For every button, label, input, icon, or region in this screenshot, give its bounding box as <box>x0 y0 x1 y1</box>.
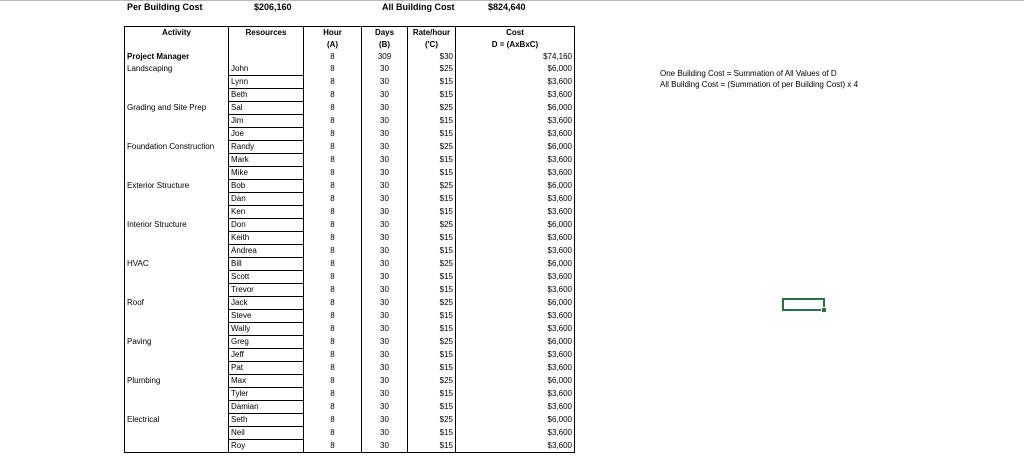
selected-cell[interactable] <box>782 298 825 311</box>
cell-hour[interactable]: 8 <box>304 297 362 310</box>
table-row <box>125 51 575 63</box>
table-row <box>125 128 575 141</box>
cell-hour[interactable]: 8 <box>304 206 362 219</box>
cell-hour[interactable]: 8 <box>304 154 362 167</box>
cell-rate[interactable]: $25 <box>408 141 456 154</box>
cell-activity[interactable] <box>125 76 229 89</box>
cell-cost[interactable]: $3,600 <box>456 388 575 401</box>
column-header-rate[interactable]: Rate/hour <box>408 27 456 40</box>
cell-days[interactable]: 30 <box>362 440 408 453</box>
cell-rate[interactable]: $15 <box>408 427 456 440</box>
cell-hour[interactable]: 8 <box>304 102 362 115</box>
cell-days[interactable]: 30 <box>362 323 408 336</box>
cell-resource[interactable]: Roy <box>229 440 304 453</box>
cell-hour[interactable]: 8 <box>304 375 362 388</box>
cell-rate[interactable]: $15 <box>408 271 456 284</box>
per-building-cost-value[interactable]: $206,160 <box>254 2 292 12</box>
cell-cost[interactable]: $3,600 <box>456 89 575 102</box>
cell-days[interactable]: 30 <box>362 414 408 427</box>
cell-hour[interactable]: 8 <box>304 362 362 375</box>
cell-resource[interactable]: Trevor <box>229 284 304 297</box>
cell-cost[interactable]: $6,000 <box>456 102 575 115</box>
table-row <box>125 141 575 154</box>
cell-cost[interactable]: $3,600 <box>456 76 575 89</box>
table-row <box>125 414 575 427</box>
cell-days[interactable]: 30 <box>362 284 408 297</box>
cell-days[interactable]: 30 <box>362 271 408 284</box>
cell-hour[interactable]: 8 <box>304 401 362 414</box>
cell-cost[interactable]: $3,600 <box>456 271 575 284</box>
cell-activity[interactable]: HVAC <box>125 258 229 271</box>
cell-hour[interactable]: 8 <box>304 349 362 362</box>
cell-resource[interactable]: Mark <box>229 154 304 167</box>
cell-rate[interactable]: $15 <box>408 128 456 141</box>
cell-activity[interactable]: Electrical <box>125 414 229 427</box>
cell-days[interactable]: 30 <box>362 362 408 375</box>
cell-rate[interactable]: $15 <box>408 115 456 128</box>
cell-cost[interactable]: $74,160 <box>456 51 575 63</box>
cell-resource[interactable]: Keith <box>229 232 304 245</box>
cell-days[interactable]: 30 <box>362 297 408 310</box>
cell-resource[interactable]: Bill <box>229 258 304 271</box>
cell-activity[interactable]: Grading and Site Prep <box>125 102 229 115</box>
table-row <box>125 63 575 76</box>
column-subheader-days[interactable]: (B) <box>362 39 408 51</box>
cell-cost[interactable]: $6,000 <box>456 375 575 388</box>
table-row <box>125 206 575 219</box>
cell-resource[interactable]: Wally <box>229 323 304 336</box>
cell-hour[interactable]: 8 <box>304 128 362 141</box>
cell-activity[interactable]: Project Manager <box>125 51 229 63</box>
cell-rate[interactable]: $15 <box>408 388 456 401</box>
cell-hour[interactable]: 8 <box>304 51 362 63</box>
cell-resource[interactable]: Mike <box>229 167 304 180</box>
cell-days[interactable]: 30 <box>362 89 408 102</box>
cell-cost[interactable]: $3,600 <box>456 310 575 323</box>
cell-hour[interactable]: 8 <box>304 258 362 271</box>
cell-activity[interactable] <box>125 115 229 128</box>
table-row <box>125 349 575 362</box>
cell-resource[interactable]: Tyler <box>229 388 304 401</box>
cell-resource[interactable]: Seth <box>229 414 304 427</box>
cell-days[interactable]: 30 <box>362 310 408 323</box>
cell-activity[interactable]: Foundation Construction <box>125 141 229 154</box>
cell-days[interactable]: 30 <box>362 258 408 271</box>
table-row <box>125 180 575 193</box>
cell-rate[interactable]: $15 <box>408 440 456 453</box>
cell-hour[interactable]: 8 <box>304 427 362 440</box>
cell-hour[interactable]: 8 <box>304 141 362 154</box>
table-row <box>125 427 575 440</box>
cell-rate[interactable]: $15 <box>408 362 456 375</box>
table-row <box>125 284 575 297</box>
cell-rate[interactable]: $15 <box>408 310 456 323</box>
cell-rate[interactable]: $30 <box>408 51 456 63</box>
cell-hour[interactable]: 8 <box>304 76 362 89</box>
cell-cost[interactable]: $6,000 <box>456 219 575 232</box>
column-subheader-cost[interactable]: D = (AxBxC) <box>456 39 575 51</box>
cell-cost[interactable]: $3,600 <box>456 154 575 167</box>
cell-rate[interactable]: $25 <box>408 375 456 388</box>
table-row <box>125 245 575 258</box>
cell-rate[interactable]: $25 <box>408 297 456 310</box>
cell-activity[interactable] <box>125 167 229 180</box>
cell-hour[interactable]: 8 <box>304 284 362 297</box>
cell-resource[interactable]: Pat <box>229 362 304 375</box>
cell-rate[interactable]: $15 <box>408 206 456 219</box>
cell-cost[interactable]: $3,600 <box>456 427 575 440</box>
cell-cost[interactable]: $3,600 <box>456 401 575 414</box>
cell-resource[interactable]: Beth <box>229 89 304 102</box>
table-row <box>125 401 575 414</box>
cell-hour[interactable]: 8 <box>304 310 362 323</box>
cell-rate[interactable]: $15 <box>408 76 456 89</box>
cell-rate[interactable]: $15 <box>408 193 456 206</box>
cell-hour[interactable]: 8 <box>304 115 362 128</box>
column-subheader-rate[interactable]: ('C) <box>408 39 456 51</box>
table-row <box>125 362 575 375</box>
cell-rate[interactable]: $15 <box>408 154 456 167</box>
table-row <box>125 271 575 284</box>
subheader-row <box>125 39 575 51</box>
cell-hour[interactable]: 8 <box>304 193 362 206</box>
cell-cost[interactable]: $3,600 <box>456 128 575 141</box>
cell-activity[interactable]: Interior Structure <box>125 219 229 232</box>
cell-hour[interactable]: 8 <box>304 336 362 349</box>
cell-resource[interactable]: Greg <box>229 336 304 349</box>
cell-cost[interactable]: $3,600 <box>456 206 575 219</box>
cell-activity[interactable] <box>125 349 229 362</box>
cell-cost[interactable]: $6,000 <box>456 297 575 310</box>
cell-rate[interactable]: $25 <box>408 102 456 115</box>
cell-activity[interactable] <box>125 362 229 375</box>
cell-days[interactable]: 30 <box>362 401 408 414</box>
cell-cost[interactable]: $3,600 <box>456 440 575 453</box>
cell-rate[interactable]: $25 <box>408 180 456 193</box>
cell-resource[interactable]: Neil <box>229 427 304 440</box>
cell-hour[interactable]: 8 <box>304 180 362 193</box>
cell-activity[interactable] <box>125 323 229 336</box>
per-building-cost-label[interactable]: Per Building Cost <box>127 2 203 12</box>
cell-activity[interactable] <box>125 89 229 102</box>
cell-hour[interactable]: 8 <box>304 89 362 102</box>
table-row <box>125 310 575 323</box>
column-subheader-hour[interactable]: (A) <box>304 39 362 51</box>
cell-hour[interactable]: 8 <box>304 232 362 245</box>
cell-cost[interactable]: $3,600 <box>456 284 575 297</box>
table-row <box>125 297 575 310</box>
cell-activity[interactable]: Roof <box>125 297 229 310</box>
cell-activity[interactable] <box>125 154 229 167</box>
table-row <box>125 193 575 206</box>
cell-rate[interactable]: $15 <box>408 89 456 102</box>
cell-resource[interactable]: Damian <box>229 401 304 414</box>
cell-days[interactable]: 30 <box>362 336 408 349</box>
cell-activity[interactable] <box>125 232 229 245</box>
cell-rate[interactable]: $25 <box>408 414 456 427</box>
cell-resource[interactable]: Ken <box>229 206 304 219</box>
cell-rate[interactable]: $15 <box>408 232 456 245</box>
column-subheader-resources[interactable] <box>229 39 304 51</box>
cell-cost[interactable]: $3,600 <box>456 115 575 128</box>
cell-rate[interactable]: $15 <box>408 245 456 258</box>
cell-resource[interactable]: Jack <box>229 297 304 310</box>
cell-hour[interactable]: 8 <box>304 440 362 453</box>
cell-rate[interactable]: $25 <box>408 219 456 232</box>
cell-activity[interactable] <box>125 401 229 414</box>
cell-days[interactable]: 30 <box>362 180 408 193</box>
cell-days[interactable]: 30 <box>362 232 408 245</box>
table-row <box>125 336 575 349</box>
cell-hour[interactable]: 8 <box>304 63 362 76</box>
cell-cost[interactable]: $3,600 <box>456 323 575 336</box>
note-one-building-cost[interactable]: One Building Cost = Summation of All Values of D <box>660 69 837 78</box>
cell-cost[interactable]: $6,000 <box>456 258 575 271</box>
table-row <box>125 154 575 167</box>
cell-rate[interactable]: $15 <box>408 349 456 362</box>
cell-cost[interactable]: $3,600 <box>456 245 575 258</box>
cell-hour[interactable]: 8 <box>304 167 362 180</box>
cell-cost[interactable]: $3,600 <box>456 232 575 245</box>
cell-days[interactable]: 30 <box>362 349 408 362</box>
column-subheader-activity[interactable] <box>125 39 229 51</box>
column-header-cost[interactable]: Cost <box>456 27 575 40</box>
cell-rate[interactable]: $15 <box>408 323 456 336</box>
cell-activity[interactable]: Paving <box>125 336 229 349</box>
cell-resource[interactable]: Max <box>229 375 304 388</box>
table-row <box>125 232 575 245</box>
cell-days[interactable]: 30 <box>362 102 408 115</box>
table-row <box>125 388 575 401</box>
table-row <box>125 89 575 102</box>
cell-days[interactable]: 30 <box>362 128 408 141</box>
cell-rate[interactable]: $15 <box>408 167 456 180</box>
cell-activity[interactable] <box>125 206 229 219</box>
column-header-resources[interactable]: Resources <box>229 27 304 40</box>
cell-rate[interactable]: $25 <box>408 63 456 76</box>
cell-days[interactable]: 30 <box>362 375 408 388</box>
cell-activity[interactable]: Plumbing <box>125 375 229 388</box>
cell-activity[interactable] <box>125 271 229 284</box>
table-row <box>125 219 575 232</box>
cell-hour[interactable]: 8 <box>304 414 362 427</box>
table-row <box>125 76 575 89</box>
cell-days[interactable]: 30 <box>362 63 408 76</box>
cell-resource[interactable] <box>229 51 304 63</box>
cell-activity[interactable] <box>125 440 229 453</box>
cell-resource[interactable]: Jim <box>229 115 304 128</box>
cell-hour[interactable]: 8 <box>304 219 362 232</box>
cell-resource[interactable]: Sal <box>229 102 304 115</box>
cell-activity[interactable] <box>125 284 229 297</box>
cell-cost[interactable]: $6,000 <box>456 63 575 76</box>
cell-days[interactable]: 30 <box>362 427 408 440</box>
cell-days[interactable]: 30 <box>362 193 408 206</box>
all-building-cost-value[interactable]: $824,640 <box>488 2 526 12</box>
cell-hour[interactable]: 8 <box>304 271 362 284</box>
cell-days[interactable]: 309 <box>362 51 408 63</box>
cell-cost[interactable]: $3,600 <box>456 193 575 206</box>
cell-cost[interactable]: $6,000 <box>456 141 575 154</box>
cell-days[interactable]: 30 <box>362 167 408 180</box>
cell-days[interactable]: 30 <box>362 245 408 258</box>
cell-rate[interactable]: $15 <box>408 401 456 414</box>
cell-hour[interactable]: 8 <box>304 323 362 336</box>
cell-days[interactable]: 30 <box>362 76 408 89</box>
table-row <box>125 102 575 115</box>
cell-resource[interactable]: Joe <box>229 128 304 141</box>
cell-cost[interactable]: $6,000 <box>456 414 575 427</box>
cell-activity[interactable] <box>125 427 229 440</box>
cell-rate[interactable]: $15 <box>408 284 456 297</box>
cell-resource[interactable]: Andrea <box>229 245 304 258</box>
cell-days[interactable]: 30 <box>362 115 408 128</box>
header-row <box>125 27 575 40</box>
table-row <box>125 375 575 388</box>
cell-days[interactable]: 30 <box>362 388 408 401</box>
cell-days[interactable]: 30 <box>362 141 408 154</box>
cell-resource[interactable]: Randy <box>229 141 304 154</box>
table-row <box>125 323 575 336</box>
cell-cost[interactable]: $6,000 <box>456 180 575 193</box>
note-all-building-cost[interactable]: All Building Cost = (Summation of per Building Cost) x 4 <box>660 80 859 89</box>
cell-days[interactable]: 30 <box>362 206 408 219</box>
cell-cost[interactable]: $6,000 <box>456 336 575 349</box>
cell-resource[interactable]: Bob <box>229 180 304 193</box>
column-header-days[interactable]: Days <box>362 27 408 40</box>
table-row <box>125 115 575 128</box>
table-row <box>125 258 575 271</box>
cell-cost[interactable]: $3,600 <box>456 167 575 180</box>
cell-resource[interactable]: Lynn <box>229 76 304 89</box>
cell-activity[interactable] <box>125 128 229 141</box>
table-row <box>125 167 575 180</box>
cell-days[interactable]: 30 <box>362 219 408 232</box>
cell-resource[interactable]: Jeff <box>229 349 304 362</box>
cell-resource[interactable]: Scott <box>229 271 304 284</box>
cell-activity[interactable]: Exterior Structure <box>125 180 229 193</box>
cell-hour[interactable]: 8 <box>304 388 362 401</box>
column-header-activity[interactable]: Activity <box>125 27 229 40</box>
cell-activity[interactable]: Landscaping <box>125 63 229 76</box>
cell-cost[interactable]: $3,600 <box>456 349 575 362</box>
cell-resource[interactable]: Don <box>229 219 304 232</box>
cell-rate[interactable]: $25 <box>408 336 456 349</box>
cell-activity[interactable] <box>125 388 229 401</box>
cell-rate[interactable]: $25 <box>408 258 456 271</box>
cell-cost[interactable]: $3,600 <box>456 362 575 375</box>
cell-activity[interactable] <box>125 310 229 323</box>
cell-resource[interactable]: Dan <box>229 193 304 206</box>
cost-table <box>124 26 575 453</box>
table-row <box>125 440 575 453</box>
fill-handle[interactable] <box>821 307 827 313</box>
cell-hour[interactable]: 8 <box>304 245 362 258</box>
column-header-hour[interactable]: Hour <box>304 27 362 40</box>
cell-resource[interactable]: John <box>229 63 304 76</box>
cell-activity[interactable] <box>125 193 229 206</box>
cell-activity[interactable] <box>125 245 229 258</box>
cell-resource[interactable]: Steve <box>229 310 304 323</box>
all-building-cost-label[interactable]: All Building Cost <box>382 2 455 12</box>
cell-days[interactable]: 30 <box>362 154 408 167</box>
